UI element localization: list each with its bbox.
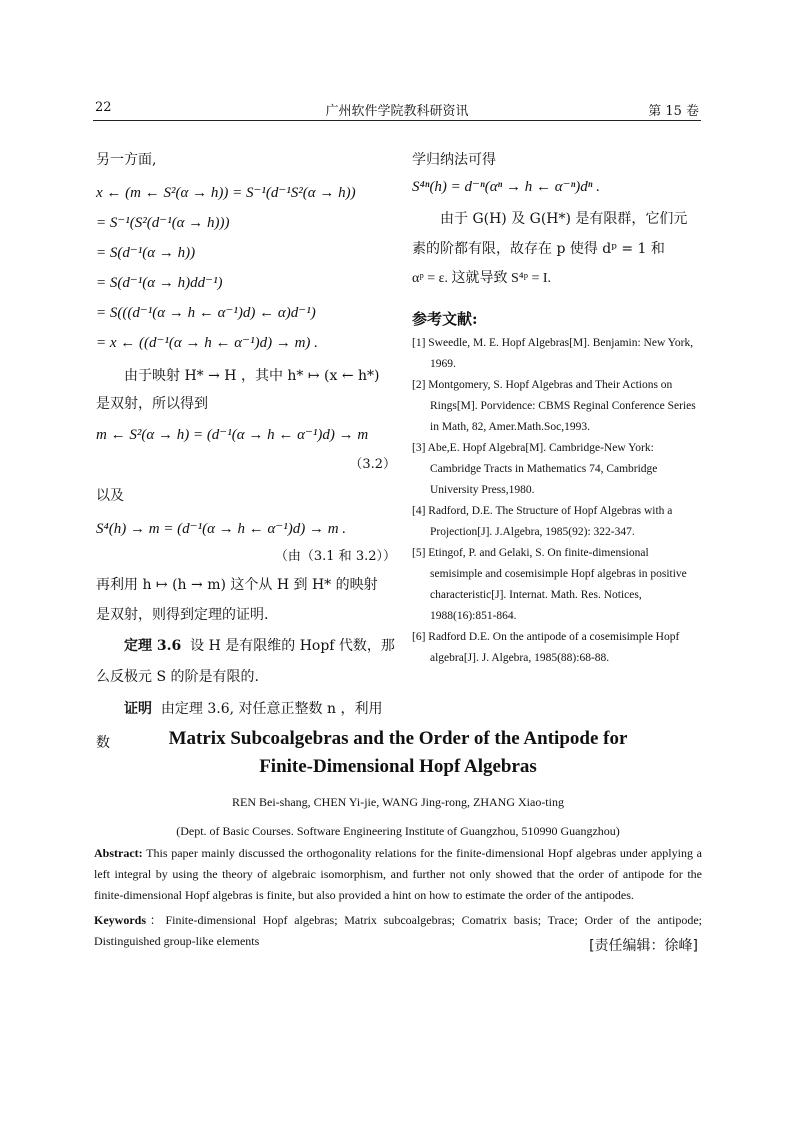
abstract-text: This paper mainly discussed the orthogonality relations for the finite-dimensional Hopf algebras under applying a left integral by using the theory of algebraic isomorphism, and further not only showed that the order of antipode for the finite-dimensional Hopf algebras is finite, but also provided a hint on how to estimate the order of the antipodes. — [94, 846, 702, 902]
abstract-label: Abstract: — [94, 846, 143, 860]
theorem-text: 设 H 是有限维的 Hopf 代数，那 — [190, 638, 395, 654]
equation-line: x ← (m ← S²(α → h)) = S⁻¹(d⁻¹S²(α → h)) — [96, 185, 356, 201]
paragraph: 由于 G(H) 及 G(H*) 是有限群，它们元 — [440, 211, 688, 227]
proof-label: 证明 — [124, 701, 152, 717]
equation-3-2: m ← S²(α → h) = (d⁻¹(α → h ← α⁻¹)d) → m — [96, 427, 369, 443]
paragraph: 以及 — [96, 488, 124, 504]
paragraph: αᵖ = ε. 这就导致 S⁴ᵖ = I. — [412, 271, 552, 286]
paragraph: 素的阶都有限，故存在 p 使得 dᵖ = 1 和 — [412, 241, 665, 257]
intro-text: 另一方面, — [96, 152, 157, 168]
theorem-text-cont: 么反极元 S 的阶是有限的. — [96, 669, 259, 685]
reference-item: [4] Radford, D.E. The Structure of Hopf Algebras with a Projection[J]. J.Algebra, 1985(92): 322-347. — [412, 505, 673, 538]
reference-item: [2] Montgomery, S. Hopf Algebras and Their Actions on Rings[M]. Porvidence: CBMS Reginal Conference Series in Math, 82, Amer.Math.Soc,1993. — [412, 379, 696, 433]
affiliation: (Dept. of Basic Courses. Software Engineering Institute of Guangzhou, 510990 Guangzhou) — [176, 824, 620, 838]
equation-line: = S⁻¹(S²(d⁻¹(α → h))) — [96, 215, 230, 231]
theorem-3-6 — [96, 630, 396, 662]
equation-number: （3.2） — [349, 457, 396, 472]
equation-line: = S(d⁻¹(α → h)) — [96, 245, 196, 261]
proof-text: 由定理 3.6, 对任意正整数 n ，利用数 — [96, 701, 383, 751]
reference-item: [1] Sweedle, M. E. Hopf Algebras[M]. Benjamin: New York, 1969. — [412, 337, 694, 370]
page-header — [93, 100, 701, 121]
keywords-text: ：Finite-dimensional Hopf algebras; Matrix subcoalgebras; Comatrix basis; Trace; Order of the antipode; Distinguished group-like elements — [94, 913, 702, 948]
equation-number: （由（3.1 和 3.2）） — [274, 549, 396, 564]
equation-line: = S(((d⁻¹(α → h ← α⁻¹)d) ← α)d⁻¹) — [96, 305, 316, 321]
theorem-label: 定理 3.6 — [124, 638, 182, 654]
equation-line: S⁴(h) → m = (d⁻¹(α → h ← α⁻¹)d) → m . — [96, 521, 347, 537]
reference-item: [6] Radford D.E. On the antipode of a cosemisimple Hopf algebra[J]. J. Algebra, 1985(88):68-88. — [412, 631, 680, 664]
keywords-label: Keywords — [94, 913, 146, 927]
english-title-line: Finite-Dimensional Hopf Algebras — [259, 756, 537, 777]
journal-name: 广州软件学院教科研资讯 — [325, 104, 469, 119]
paragraph: 由于映射 H* → H ，其中 h* ↦ (x ← h*) — [124, 368, 380, 384]
responsible-editor: [责任编辑：徐峰] — [589, 938, 698, 954]
right-column — [412, 150, 700, 669]
equation-line: = x ← ((d⁻¹(α → h ← α⁻¹)d) → m) . — [96, 335, 318, 351]
english-title-line: Matrix Subcoalgebras and the Order of the Antipode for — [168, 728, 628, 749]
authors: REN Bei-shang, CHEN Yi-jie, WANG Jing-rong, ZHANG Xiao-ting — [232, 795, 564, 809]
reference-item: [5] Etingof, P. and Gelaki, S. On finite-dimensional semisimple and cosemisimple Hopf algebras in positive characteristic[J]. Internat. Math. Res. Notices, 1988(16):851-864. — [412, 547, 687, 622]
paragraph: 学归纳法可得 — [412, 152, 496, 168]
paragraph: 是双射，则得到定理的证明. — [96, 607, 269, 623]
equation-line: = S(d⁻¹(α → h)dd⁻¹) — [96, 275, 223, 291]
references-heading: 参考文献: — [412, 310, 478, 328]
reference-item: [3] Abe,E. Hopf Algebra[M]. Cambridge-New York: Cambridge Tracts in Mathematics 74, Cambridge University Press,1980. — [412, 442, 658, 496]
equation-line: S⁴ⁿ(h) = d⁻ⁿ(αⁿ → h ← α⁻ⁿ)dⁿ . — [412, 179, 601, 195]
paragraph: 是双射，所以得到 — [96, 396, 208, 412]
english-abstract-block — [94, 725, 702, 952]
left-column — [96, 150, 396, 760]
paragraph: 再利用 h ↦ (h → m) 这个从 H 到 H* 的映射 — [96, 577, 378, 593]
page-number: 22 — [95, 100, 112, 115]
abstract — [94, 843, 702, 906]
volume-label: 第 15 卷 — [648, 104, 699, 119]
